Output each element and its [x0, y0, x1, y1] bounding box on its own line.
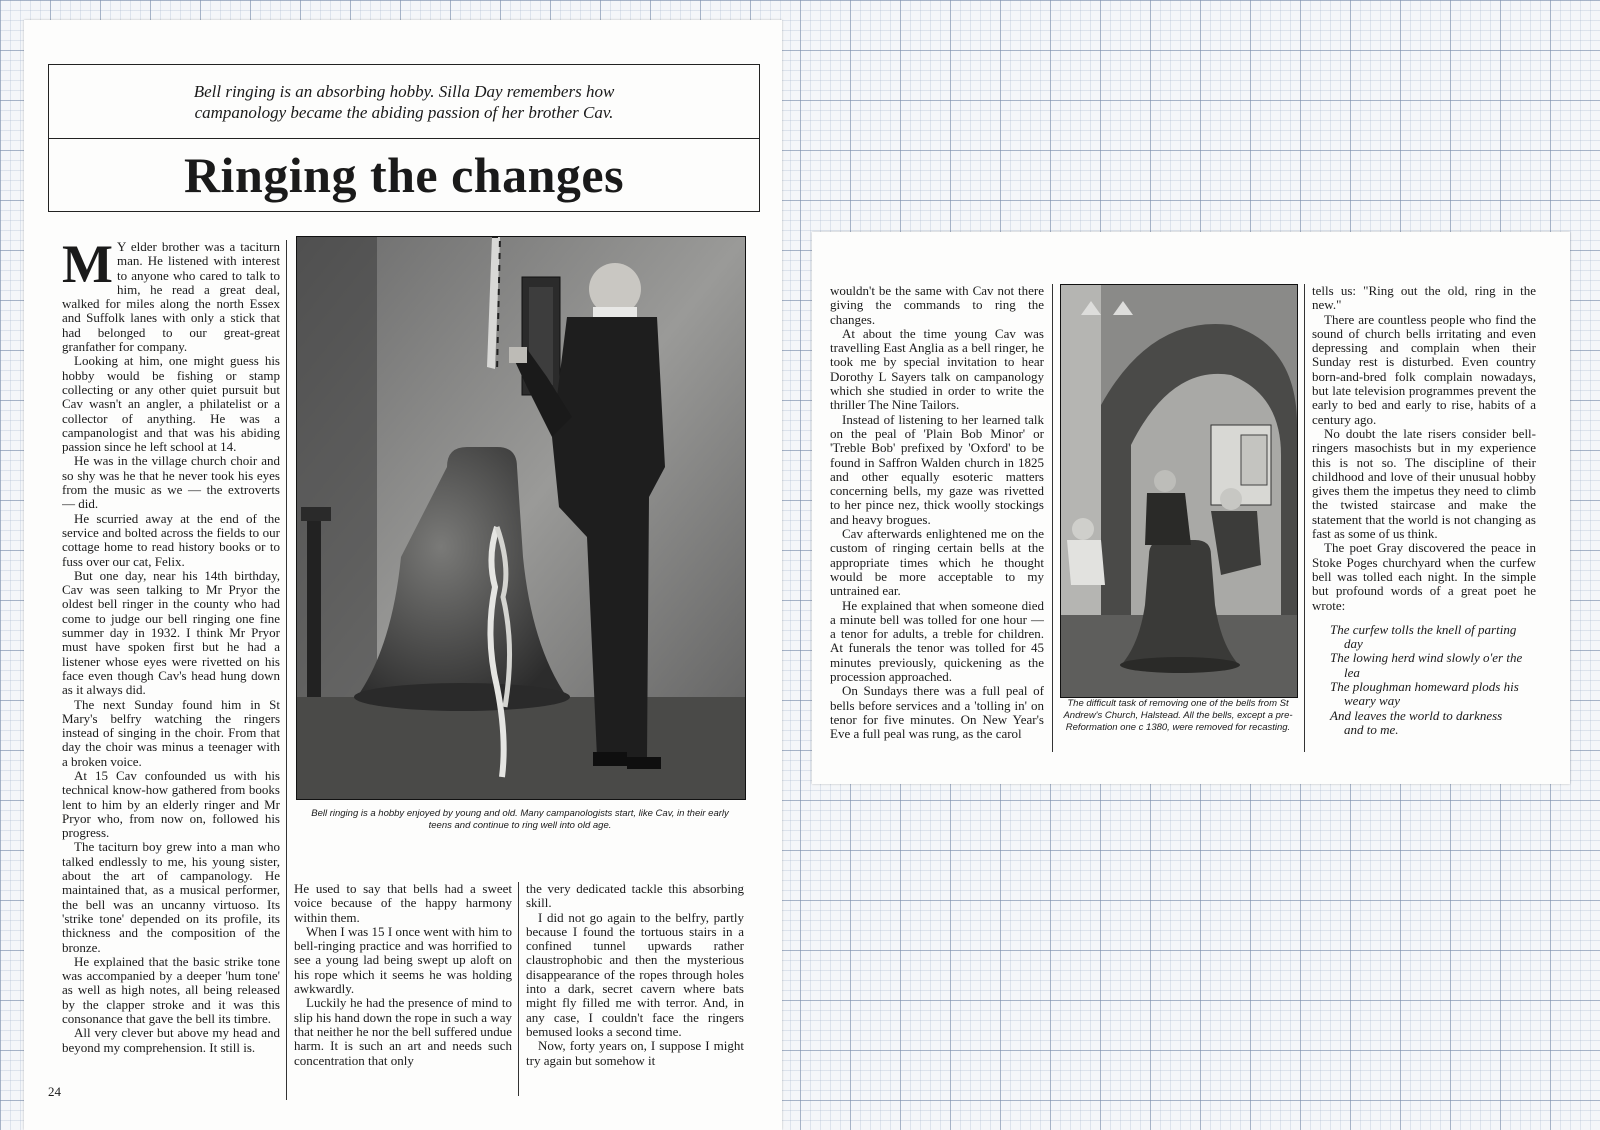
column-rule	[1052, 284, 1053, 752]
paragraph: Luckily he had the presence of mind to slip his hand down the rope in such a way that neither he nor the bell suffered undue harm. It is such an art and needs such concentration that only	[294, 995, 512, 1068]
paragraph: He was in the village church choir and so shy was he that he never took his eyes from the music as we — the extroverts — did.	[62, 453, 280, 512]
paragraph: He used to say that bells had a sweet voice because of the happy harmony within them.	[294, 882, 512, 925]
paragraph: There are countless people who find the sound of church bells irritating and even depressing and complain when their Sunday rest is disturbed. Even country born-and-bred folk complain nowadays, but late television programmes prevent the early to bed and early to rise, habits of a century ago.	[1312, 311, 1536, 427]
poem-line: And leaves the world to darkness	[1330, 707, 1503, 723]
magazine-page-right	[812, 232, 1570, 784]
column-rule	[518, 882, 519, 1096]
article-column-2	[294, 882, 512, 1098]
article-column-5	[1312, 284, 1536, 764]
paragraph: On Sundays there was a full peal of bells before services and a 'tolling in' on tenor for five minutes. On New Year's Eve a full peal was rung, as the carol	[830, 683, 1044, 742]
bell-removal-photo-illustration	[1061, 285, 1297, 697]
drop-cap: M	[62, 240, 113, 294]
headline: Ringing the changes	[183, 147, 625, 203]
page-number: 24	[48, 1084, 61, 1099]
poem-line: weary way	[1344, 693, 1400, 709]
poem-line: lea	[1344, 664, 1360, 680]
column-rule	[1304, 284, 1305, 752]
paragraph: Now, forty years on, I suppose I might try again but somehow it	[526, 1038, 744, 1068]
standfirst-box	[48, 64, 760, 139]
poem-line: The ploughman homeward plods his	[1330, 679, 1519, 695]
bell-ringer-photo	[296, 236, 746, 800]
poem-line: The lowing herd wind slowly o'er the	[1330, 650, 1523, 666]
poem-line: day	[1344, 636, 1363, 652]
magazine-page-left	[24, 20, 782, 1130]
paragraph: The taciturn boy grew into a man who talked endlessly to me, his young sister, about the art of campanology. He maintained that, as a musical performer, the bell was an uncanny virtuoso. Its 'strike tone' depended on its profile, its thickness and the composition of the bronze.	[62, 839, 280, 955]
paragraph: He explained that when someone died a minute bell was tolled for one hour — a tenor for adults, a treble for children. At funerals the tenor was tolled for 45 minutes previously, quickening as the procession approached.	[830, 597, 1044, 685]
paragraph: He scurried away at the end of the service and bolted across the fields to our cottage home to read history books or to fuss over our cat, Felix.	[62, 510, 280, 569]
bell-ringer-photo-illustration	[297, 237, 745, 799]
bell-removal-photo	[1060, 284, 1298, 698]
paragraph: Cav afterwards enlightened me on the custom of ringing certain bells at the appropriate times which he thought would be more acceptable to my untrained ear.	[830, 526, 1044, 599]
article-column-3	[526, 882, 744, 1098]
paragraph: tells us: "Ring out the old, ring in the new."	[1312, 284, 1536, 313]
paragraph: M Y elder brother was a taciturn man. He listened with interest to anyone who cared to talk to him, he read a great deal, walked for miles along the north Essex and Suffolk lanes with only a stick that had belonged to our great-great granfather for company.	[62, 240, 280, 355]
headline-box	[48, 138, 760, 212]
paragraph: Instead of listening to her learned talk on the peal of 'Plain Bob Minor' or 'Treble Bob' prefixed by 'Oxford' to be found in Saffron Walden church in 1825 and other equally esoteric matters concerning bells, my gaze was rivetted to her pince nez, thick woolly stockings and heavy brogues.	[830, 411, 1044, 527]
article-column-4	[830, 284, 1044, 764]
paragraph: When I was 15 I once went with him to bell-ringing practice and was horrified to see a young lad being swept up aloft on his rope which it seems he was holding awkwardly.	[294, 923, 512, 997]
paragraph: I did not go again to the belfry, partly because I found the tortuous stairs in a confined tunnel upwards rather claustrophobic and then the mysterious disappearance of the ropes through holes into a dark, secret cavern where bats might fly filled me with terror. And, in any case, I couldn't face the ringers bemused looks a second time.	[526, 909, 744, 1039]
paragraph: But one day, near his 14th birthday, Cav was seen talking to Mr Pryor the oldest bell ringer in the county who had come to judge our bell ringing one fine summer day in 1932. I think Mr Pryor must have spoken first but he had a listener whose eyes were rivetted on his face even though Cav's head hung down as it always did.	[62, 567, 280, 698]
paragraph: The next Sunday found him in St Mary's belfry watching the ringers instead of singing in the choir. From that day the choir was minus a teenager with a broken voice.	[62, 696, 280, 769]
paragraph: The poet Gray discovered the peace in Stoke Poges churchyard when the curfew bell was tolled each night. In the simple but profound words of a great poet he wrote:	[1312, 540, 1536, 613]
paragraph: All very clever but above my head and beyond my comprehension. It still is.	[62, 1025, 280, 1055]
poem-line: The curfew tolls the knell of parting	[1330, 621, 1517, 637]
poem-line: and to me.	[1344, 721, 1399, 737]
paragraph: He explained that the basic strike tone was accompanied by a deeper 'hum tone' as well as high notes, all being released by the clapper stroke and it was this consonance that gave the bell its timbre.	[62, 953, 280, 1027]
paragraph: No doubt the late risers consider bell-ringers masochists but in my experience this is not so. The discipline of their childhood and love of their unusual hobby gives them the impetus they need to climb the twisted staircase and make the statement that the world is not changing as fast as some of us think.	[1312, 425, 1536, 542]
column-rule	[286, 240, 287, 1100]
article-column-1	[62, 240, 280, 1100]
paragraph: wouldn't be the same with Cav not there giving the commands to ring the changes.	[830, 284, 1044, 327]
standfirst: Bell ringing is an absorbing hobby. Silla Day remembers how campanology became the abiding passion of her brother Cav.	[193, 82, 615, 122]
photo-caption: The difficult task of removing one of the bells from St Andrew's Church, Halstead. All the bells, except a pre-Reformation one c 1380, were removed for recasting.	[1063, 698, 1293, 733]
paragraph: Looking at him, one might guess his hobby would be fishing or stamp collecting or any other quiet pursuit but Cav wasn't an angler, a philatelist or a collector of anything. He was a campanologist and that was his abiding passion since he left school at 14.	[62, 353, 280, 455]
photo-caption: Bell ringing is a hobby enjoyed by young and old. Many campanologists start, like Cav, in their early teens and continue to ring well into old age.	[311, 808, 729, 831]
paragraph: At about the time young Cav was travelling East Anglia as a bell ringer, he took me by special invitation to hear Dorothy L Sayers talk on campanology which she studied in order to write the thriller The Nine Tailors.	[830, 325, 1044, 413]
paragraph: At 15 Cav confounded us with his technical know-how gathered from books lent to him by an elderly ringer and Mr Pryor who, from now on, followed his progress.	[62, 767, 280, 841]
poem	[1330, 623, 1536, 737]
paragraph: the very dedicated tackle this absorbing skill.	[526, 882, 744, 911]
